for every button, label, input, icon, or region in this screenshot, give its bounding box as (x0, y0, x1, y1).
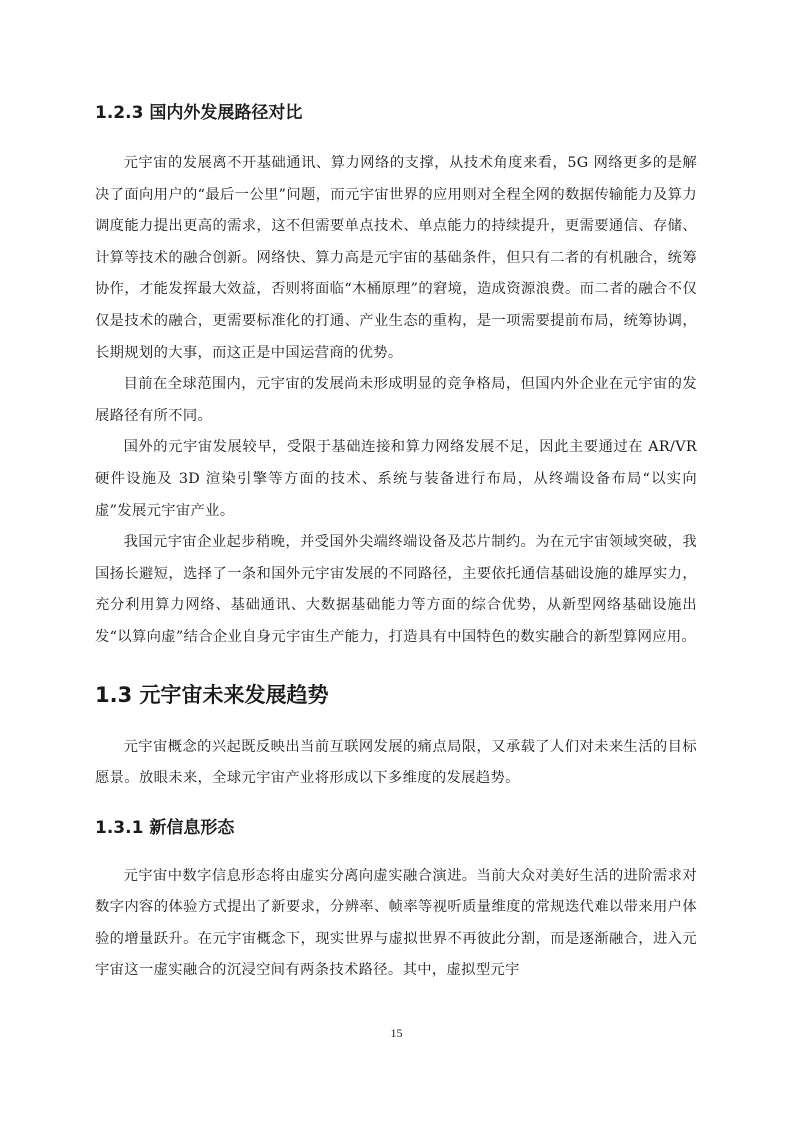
body-paragraph: 元宇宙概念的兴起既反映出当前互联网发展的痛点局限，又承载了人们对未来生活的目标愿景。放眼未来，全球元宇宙产业将形成以下多维度的发展趋势。 (95, 738, 697, 787)
body-paragraph: 我国元宇宙企业起步稍晚，并受国外尖端终端设备及芯片制约。为在元宇宙领域突破，我国扬长避短，选择了一条和国外元宇宙发展的不同路径，主要依托通信基础设施的雄厚实力，充分利用算力网络、基础通讯、大数据基础能力等方面的综合优势，从新型网络基础设施出发“以算向虚”结合企业自身元宇宙生产能力，打造具有中国特色的数实融合的新型算网应用。 (95, 534, 697, 645)
page-number: 15 (390, 1026, 403, 1040)
page-content (95, 98, 697, 987)
body-paragraph: 目前在全球范围内，元宇宙的发展尚未形成明显的竞争格局，但国内外企业在元宇宙的发展路径有所不同。 (95, 376, 697, 424)
section-heading-1-2-3: 1.2.3 国内外发展路径对比 (95, 103, 303, 123)
body-paragraph: 国外的元宇宙发展较早，受限于基础连接和算力网络发展不足，因此主要通过在 AR/VR 硬件设施及 3D 渲染引擎等方面的技术、系统与装备进行布局，从终端设备布局“以实向虚”发展元宇宙产业。 (95, 439, 697, 519)
section-heading-1-3: 1.3 元宇宙未来发展趋势 (95, 682, 329, 707)
body-paragraph: 元宇宙中数字信息形态将由虚实分离向虚实融合演进。当前大众对美好生活的进阶需求对数字内容的体验方式提出了新要求，分辨率、帧率等视听质量维度的常规迭代难以带来用户体验的增量跃升。在元宇宙概念下，现实世界与虚拟世界不再彼此分割，而是逐渐融合，进入元宇宙这一虚实融合的沉浸空间有两条技术路径。其中，虚拟型元宇 (95, 867, 697, 979)
section-heading-1-3-1: 1.3.1 新信息形态 (95, 817, 235, 838)
body-paragraph: 元宇宙的发展离不开基础通讯、算力网络的支撑，从技术角度来看，5G 网络更多的是解决了面向用户的“最后一公里”问题，而元宇宙世界的应用则对全程全网的数据传输能力及算力调度能力提出更高的需求，这不但需要单点技术、单点能力的持续提升，更需要通信、存储、计算等技术的融合创新。网络快、算力高是元宇宙的基础条件，但只有二者的有机融合，统筹协作，才能发挥最大效益，否则将面临“木桶原理”的窘境，造成资源浪费。而二者的融合不仅仅是技术的融合，更需要标准化的打通、产业生态的重构，是一项需要提前布局，统筹协调，长期规划的大事，而这正是中国运营商的优势。 (95, 155, 697, 361)
